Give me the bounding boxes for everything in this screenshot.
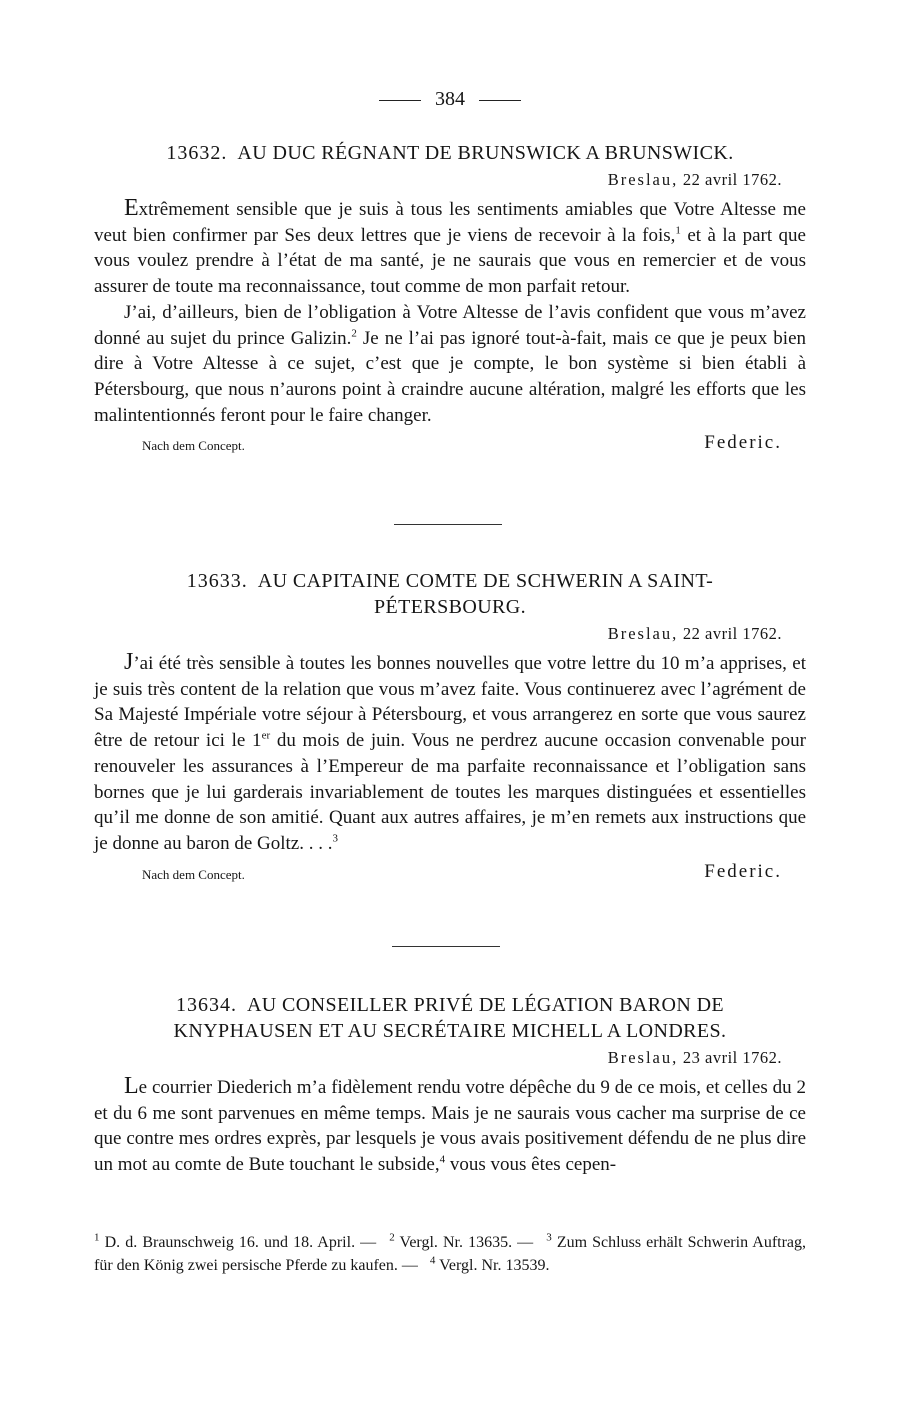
letter-heading xyxy=(94,992,806,1044)
footnotes xyxy=(94,1232,806,1277)
ordinal-suffix: er xyxy=(261,729,271,742)
footnote-ref: 2 xyxy=(351,327,357,340)
page-number-dash-right xyxy=(479,100,521,101)
letter-place: Breslau, xyxy=(607,624,679,643)
letter-paragraph xyxy=(94,196,806,300)
page-number-dash-left xyxy=(379,100,421,101)
paragraph-text: e courrier Diederich m’a fidèlement rendu votre dépêche du 9 de ce mois, et celles du 2 et du 6 me sont parvenues en même temps. Mais je ne saurais vous cacher ma surprise de ce que contre mes ordres exprès, par lesquels je vous avais positivement défendu de ne plus dire un mot au comte de Bute touchant le subside, xyxy=(94,1077,806,1176)
page-number-line xyxy=(94,88,806,111)
letter-heading xyxy=(94,140,806,166)
footnote xyxy=(389,1231,537,1251)
paragraph-initial: L xyxy=(124,1073,139,1099)
footnote-ref: 4 xyxy=(439,1153,446,1166)
letter-heading xyxy=(94,568,806,620)
letter-paragraph xyxy=(94,1074,806,1178)
letter-date: 23 avril 1762. xyxy=(682,1048,782,1067)
source-note: Nach dem Concept. xyxy=(142,866,245,882)
letter-date: 22 avril 1762. xyxy=(682,170,782,189)
paragraph-text: Je ne l’ai pas ignoré tout-à-fait, mais ce que je peux bien dire à Votre Altesse à ce sujet, c’est que je compte, le bon système si bien établi à Pétersbourg, que nous n’aurons point à craindre aucune altération, malgré les efforts que les malintentionnés feront pour le faire changer. xyxy=(94,327,806,426)
footnote-text: Vergl. Nr. 13635. — xyxy=(399,1234,534,1251)
letter-recipient: AU DUC RÉGNANT DE BRUNSWICK A BRUNSWICK. xyxy=(237,142,734,164)
footnote-mark: 2 xyxy=(389,1231,395,1244)
signature: Federic. xyxy=(704,860,782,882)
footnote xyxy=(94,1231,380,1251)
page-number: 384 xyxy=(435,88,465,110)
letter-recipient: AU CAPITAINE COMTE DE SCHWERIN A SAINT-PÉTERSBOURG. xyxy=(257,570,714,618)
paragraph-text: et à la part que vous voulez prendre à l’état de ma santé, je ne saurais que vous en remercier et de vous assurer de toute ma reconnaissance, tout comme de mon parfait retour. xyxy=(94,224,806,298)
letter-13633 xyxy=(94,568,806,887)
section-divider xyxy=(394,524,502,525)
letter-dateline xyxy=(94,1048,806,1068)
signature-row xyxy=(94,861,806,887)
paragraph-text: vous vous êtes cepen- xyxy=(445,1154,617,1176)
letter-place: Breslau, xyxy=(607,1048,679,1067)
paragraph-text: J’ai, d’ailleurs, bien de l’obligation à Votre Altesse de l’avis confident que vous m’avez donné au sujet du prince Galizin. xyxy=(94,301,806,349)
document-page xyxy=(94,0,806,1404)
letter-13632 xyxy=(94,140,806,458)
letter-recipient: AU CONSEILLER PRIVÉ DE LÉGATION BARON DE KNYPHAUSEN ET AU SECRÉTAIRE MICHELL A LONDRES. xyxy=(173,994,727,1042)
letter-paragraph xyxy=(94,650,806,857)
letter-paragraph xyxy=(94,300,806,429)
footnote-text: Zum Schluss erhält Schwerin Auftrag, für den König zwei persische Pferde zu kaufen. — xyxy=(94,1234,807,1274)
footnote-text: Vergl. Nr. 13539. xyxy=(439,1256,550,1274)
footnote-mark: 3 xyxy=(546,1231,552,1244)
footnote-text: D. d. Braunschweig 16. und 18. April. — xyxy=(104,1234,377,1251)
source-note: Nach dem Concept. xyxy=(142,438,245,454)
footnote-mark: 4 xyxy=(429,1254,436,1267)
footnote-ref: 3 xyxy=(332,832,338,845)
paragraph-text: xtrêmement sensible que je suis à tous les sentiments amiables que Votre Altesse me veut bien confirmer par Ses deux lettres que je viens de recevoir à la fois, xyxy=(94,199,806,246)
footnote-ref: 1 xyxy=(675,224,681,237)
letter-number: 13632. xyxy=(166,142,228,164)
letter-number: 13633. xyxy=(186,570,248,592)
section-divider xyxy=(392,946,500,947)
letter-number: 13634. xyxy=(175,994,237,1016)
letter-place: Breslau, xyxy=(607,170,679,189)
paragraph-text: ’ai été très sensible à toutes les bonnes nouvelles que votre lettre du 10 m’a apprises, et je suis très content de la relation que vous m’avez faite. Vous continuerez avec l’agrément de Sa Majesté Impériale votre séjour à Pétersbourg, et vous arrangerez en sorte que vous saurez être de retour ici le 1 xyxy=(94,653,806,752)
letter-dateline xyxy=(94,624,806,644)
signature-row xyxy=(94,432,806,458)
paragraph-initial: E xyxy=(124,195,139,221)
letter-13634 xyxy=(94,992,806,1178)
footnote-mark: 1 xyxy=(94,1231,100,1244)
paragraph-initial: J xyxy=(124,649,134,675)
letter-date: 22 avril 1762. xyxy=(682,624,782,643)
footnote xyxy=(429,1254,554,1274)
letter-dateline xyxy=(94,170,806,190)
paragraph-text: du mois de juin. Vous ne perdrez aucune occasion convenable pour renouveler les assurances à l’Empereur de ma parfaite reconnaissance et l’obligation sans bornes que je lui garderais invariablement de toutes les marques distinguées et essentielles qu’il me donne de son amitié. Quant aux autres affaires, je m’en remets aux instructions que je donne au baron de Goltz. . . . xyxy=(94,730,806,854)
signature: Federic. xyxy=(704,432,782,454)
